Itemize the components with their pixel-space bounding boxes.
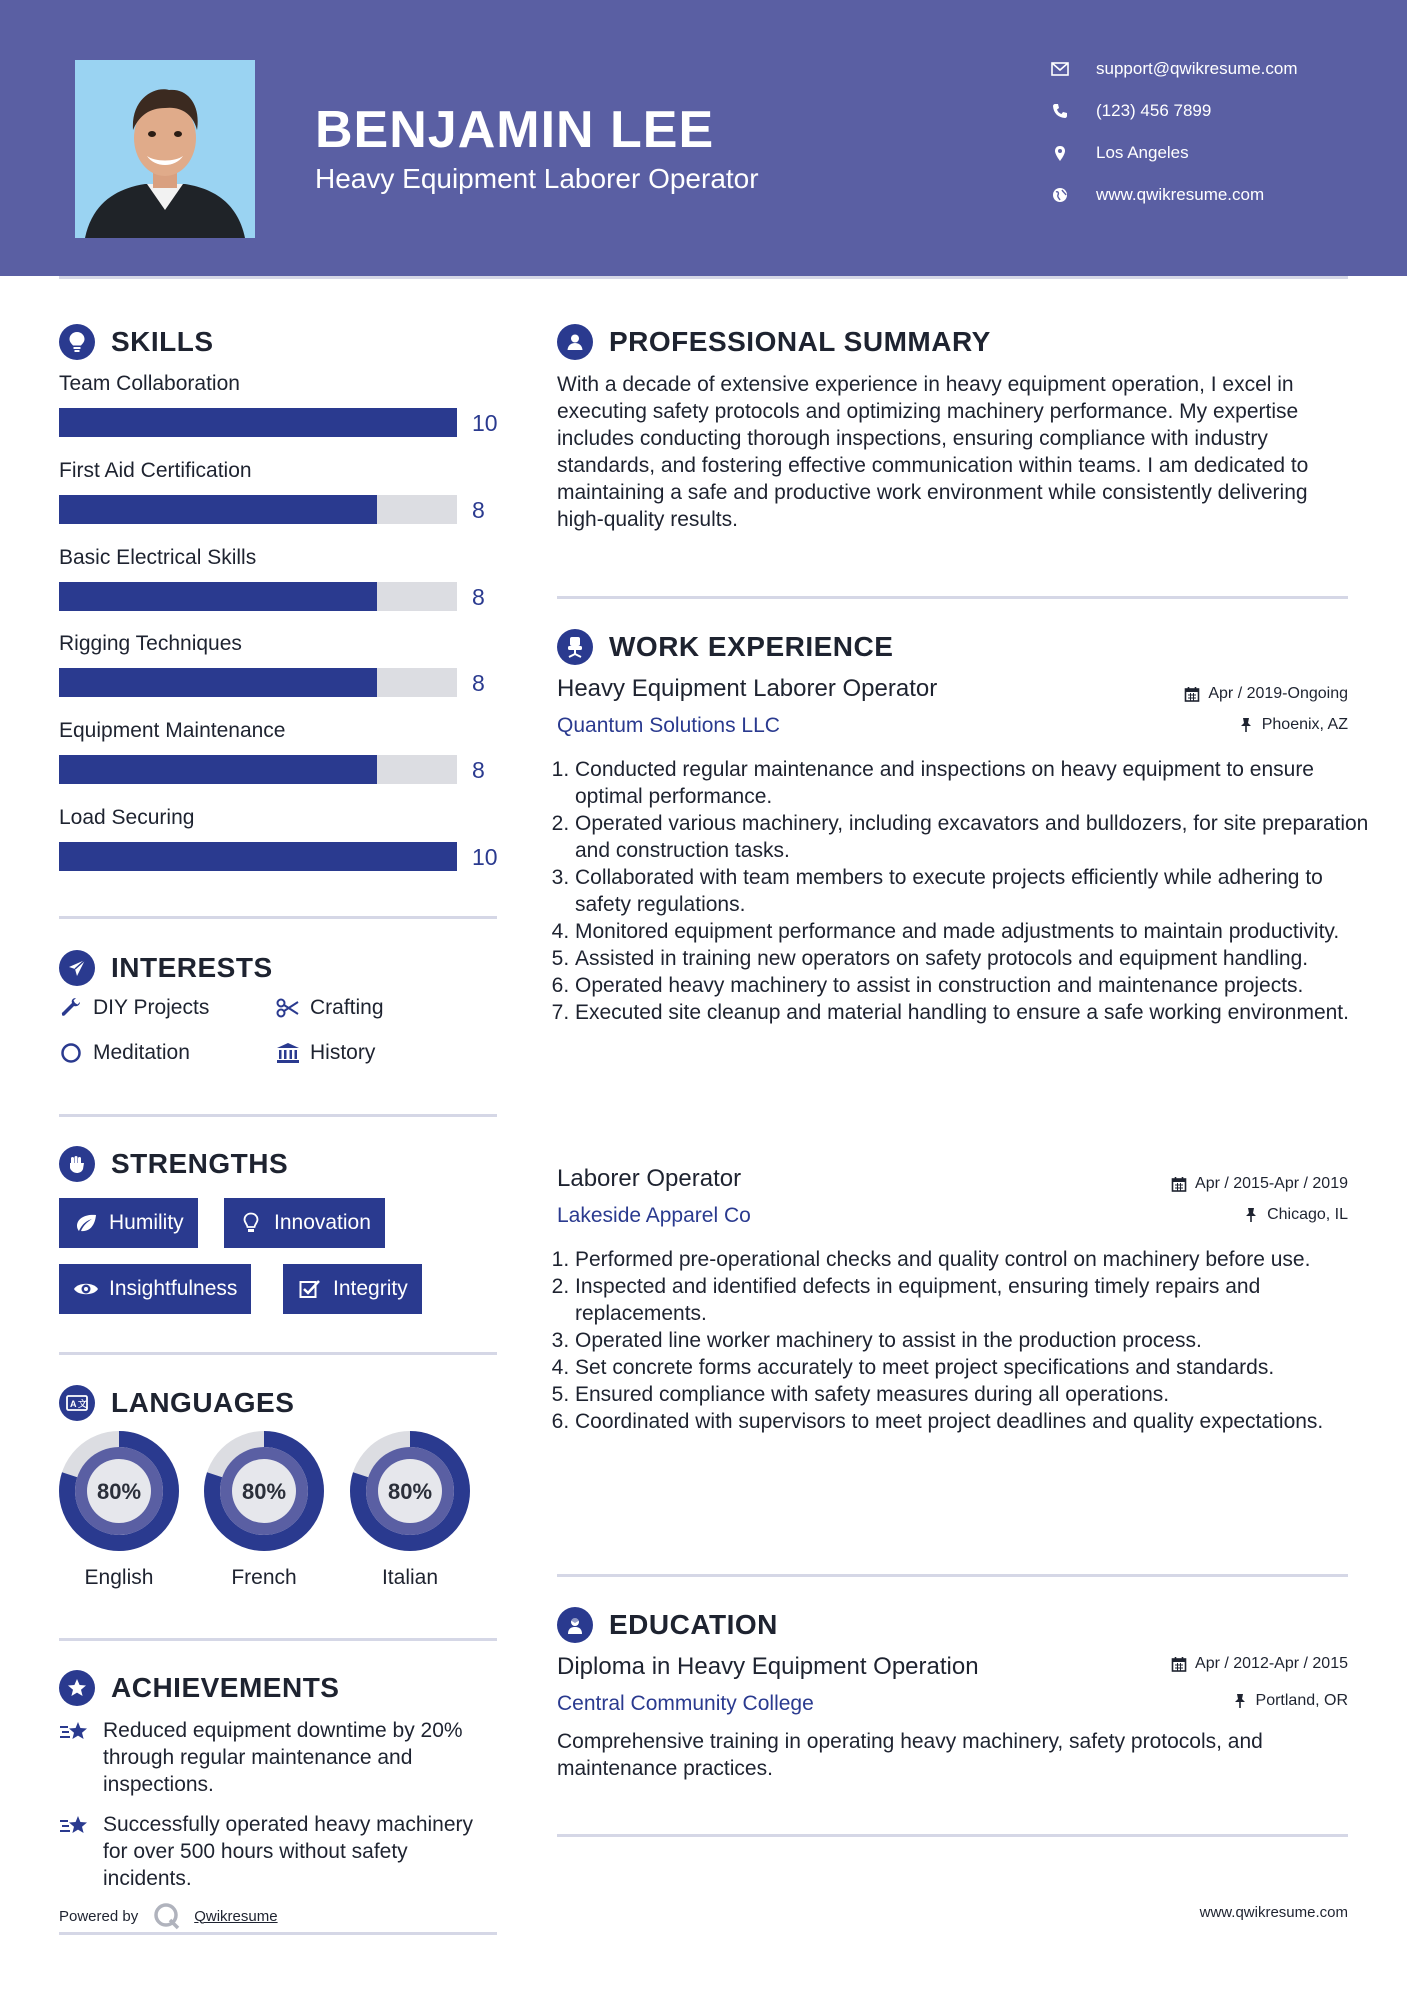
envelope-icon <box>1050 59 1070 79</box>
education-heading <box>557 1607 778 1643</box>
job-location-text: Phoenix, AZ <box>1261 716 1348 733</box>
skill-value: 8 <box>472 497 485 523</box>
profile-photo <box>75 60 255 238</box>
section-divider <box>59 1352 497 1355</box>
responsibility-item: 6. Coordinated with supervisors to meet project deadlines and quality expectations. <box>575 1408 1375 1435</box>
calendar-icon <box>1170 1175 1188 1193</box>
eye-icon <box>73 1278 99 1300</box>
qwikresume-logo-icon <box>152 1901 182 1931</box>
section-divider <box>59 1114 497 1117</box>
strength-chip <box>283 1264 422 1314</box>
museum-icon <box>276 1041 300 1065</box>
strength-chip <box>59 1264 251 1314</box>
experience-heading-text: WORK EXPERIENCE <box>609 631 894 662</box>
wrench-icon <box>59 996 83 1020</box>
language-name: French <box>231 1566 297 1589</box>
language-gauge <box>204 1431 324 1551</box>
language-gauge <box>59 1431 179 1551</box>
user-icon <box>557 324 593 360</box>
skill-bar-track <box>59 582 457 611</box>
achievement-text: Reduced equipment downtime by 20% through regular maintenance and inspections. <box>103 1719 463 1796</box>
language-gauge <box>350 1431 470 1551</box>
interests-heading <box>59 950 273 986</box>
skills-heading <box>59 324 214 360</box>
map-pin-icon <box>1050 143 1070 163</box>
summary-text: With a decade of extensive experience in heavy equipment operation, I excel in executing safety protocols and optimizing machinery performance. My expertise includes conducting thorough inspections, ensuring compliance with industry standards, and fostering effective communication within teams. I am dedicated to maintaining a safe and productive work environment while consistently delivering high-quality results. <box>557 373 1309 531</box>
circle-icon <box>59 1041 83 1065</box>
responsibility-item: 4. Monitored equipment performance and made adjustments to maintain productivity. <box>575 918 1375 945</box>
interest-label: Meditation <box>93 1041 190 1064</box>
languages-heading <box>59 1385 294 1421</box>
achievements-heading-text: ACHIEVEMENTS <box>111 1672 340 1703</box>
svg-text:文: 文 <box>78 1399 88 1409</box>
summary-heading-text: PROFESSIONAL SUMMARY <box>609 326 991 357</box>
skill-bar-fill <box>59 668 377 697</box>
pushpin-icon <box>1242 1206 1260 1224</box>
section-divider <box>557 1834 1348 1837</box>
experience-heading <box>557 629 893 665</box>
skill-label: Team Collaboration <box>59 372 240 395</box>
interest-label: DIY Projects <box>93 996 210 1019</box>
qwikresume-link[interactable]: Qwikresume <box>194 1907 278 1925</box>
language-name: Italian <box>381 1566 439 1589</box>
svg-text:A: A <box>70 1399 77 1409</box>
responsibility-item: 2. Inspected and identified defects in equipment, ensuring timely repairs and replacements. <box>575 1273 1375 1327</box>
responsibility-item: 5. Ensured compliance with safety measures during all operations. <box>575 1381 1375 1408</box>
header-divider <box>59 276 1348 279</box>
candidate-name: BENJAMIN LEE <box>315 101 715 159</box>
education-date <box>1170 1655 1348 1673</box>
strength-chip <box>59 1198 198 1248</box>
paper-plane-icon <box>59 950 95 986</box>
strength-label: Innovation <box>274 1211 371 1234</box>
interest-item <box>59 996 209 1020</box>
interest-item <box>59 1041 190 1065</box>
calendar-icon <box>1170 1655 1188 1673</box>
skill-bar-fill <box>59 842 457 871</box>
skill-bar-fill <box>59 582 377 611</box>
skill-value: 8 <box>472 670 485 696</box>
skill-bar-track <box>59 842 457 871</box>
section-divider <box>59 1638 497 1641</box>
skill-value: 10 <box>472 844 498 870</box>
pushpin-icon <box>1231 1692 1249 1710</box>
strength-label: Humility <box>109 1211 184 1234</box>
skill-bar-fill <box>59 408 457 437</box>
job-responsibilities <box>550 1246 1375 1435</box>
education-description: Comprehensive training in operating heavy machinery, safety protocols, and maintenance practices. <box>557 1730 1263 1780</box>
interest-label: History <box>310 1041 376 1064</box>
calendar-icon <box>1183 685 1201 703</box>
skill-label: Rigging Techniques <box>59 632 242 655</box>
education-location-text: Portland, OR <box>1255 1692 1348 1709</box>
skill-value: 8 <box>472 584 485 610</box>
skills-heading-text: SKILLS <box>111 326 214 357</box>
interest-label: Crafting <box>310 996 384 1019</box>
interest-item <box>276 996 384 1020</box>
responsibility-item: 1. Performed pre-operational checks and quality control on machinery before use. <box>575 1246 1375 1273</box>
lightbulb-icon <box>238 1212 264 1234</box>
responsibility-item: 4. Set concrete forms accurately to meet project specifications and standards. <box>575 1354 1375 1381</box>
pushpin-icon <box>1237 716 1255 734</box>
star-badge-icon <box>59 1670 95 1706</box>
skill-label: Equipment Maintenance <box>59 719 286 742</box>
contact-website[interactable] <box>1050 180 1380 210</box>
job-company: Lakeside Apparel Co <box>557 1204 751 1227</box>
strengths-heading-text: STRENGTHS <box>111 1148 289 1179</box>
language-percent: 80% <box>387 1479 433 1504</box>
degree-title: Diploma in Heavy Equipment Operation <box>557 1653 979 1680</box>
skill-bar-track <box>59 755 457 784</box>
responsibility-item: 3. Collaborated with team members to execute projects efficiently while adhering to safety regulations. <box>575 864 1375 918</box>
section-divider <box>557 596 1348 599</box>
contact-email-text[interactable]: support@qwikresume.com <box>1096 59 1298 78</box>
education-date-text: Apr / 2012-Apr / 2015 <box>1195 1655 1348 1672</box>
powered-by-label: Powered by <box>59 1907 139 1925</box>
strength-label: Insightfulness <box>109 1277 238 1300</box>
job-location <box>1237 716 1348 734</box>
skill-label: Basic Electrical Skills <box>59 546 257 569</box>
strength-chip <box>224 1198 385 1248</box>
contact-phone-text[interactable]: (123) 456 7899 <box>1096 101 1212 120</box>
language-percent: 80% <box>96 1479 142 1504</box>
skill-value: 8 <box>472 757 485 783</box>
education-location <box>1231 1692 1348 1710</box>
graduate-icon <box>557 1607 593 1643</box>
responsibility-item: 3. Operated line worker machinery to assist in the production process. <box>575 1327 1375 1354</box>
interest-item <box>276 1041 375 1065</box>
achievement-item <box>59 1717 499 1798</box>
powered-by <box>59 1901 278 1931</box>
fist-icon <box>59 1146 95 1182</box>
shooting-star-icon <box>59 1717 91 1798</box>
shooting-star-icon <box>59 1811 91 1892</box>
responsibility-item: 7. Executed site cleanup and material handling to ensure a safe working environment. <box>575 999 1375 1026</box>
job-title: Laborer Operator <box>557 1165 742 1192</box>
contact-website-text[interactable]: www.qwikresume.com <box>1096 185 1265 204</box>
skill-label: First Aid Certification <box>59 459 252 482</box>
contact-location <box>1050 138 1380 168</box>
office-chair-icon <box>557 629 593 665</box>
skill-bar-fill <box>59 755 377 784</box>
strength-label: Integrity <box>333 1277 408 1300</box>
skill-bar-fill <box>59 495 377 524</box>
job-responsibilities <box>550 756 1375 1026</box>
responsibility-item: 1. Conducted regular maintenance and inspections on heavy equipment to ensure optimal performance. <box>575 756 1375 810</box>
footer-divider <box>59 1932 497 1935</box>
job-location-text: Chicago, IL <box>1267 1206 1348 1223</box>
school-name: Central Community College <box>557 1692 814 1715</box>
strengths-heading <box>59 1146 288 1182</box>
candidate-title: Heavy Equipment Laborer Operator <box>315 163 759 194</box>
scissors-icon <box>276 996 300 1020</box>
skill-label: Load Securing <box>59 806 195 829</box>
contact-location-text: Los Angeles <box>1096 143 1189 162</box>
skill-value: 10 <box>472 410 498 436</box>
job-title: Heavy Equipment Laborer Operator <box>557 675 938 702</box>
summary-heading <box>557 324 991 360</box>
section-divider <box>557 1574 1348 1577</box>
leaf-icon <box>73 1212 99 1234</box>
achievements-heading <box>59 1670 339 1706</box>
job-company: Quantum Solutions LLC <box>557 714 780 737</box>
responsibility-item: 6. Operated heavy machinery to assist in construction and maintenance projects. <box>575 972 1375 999</box>
languages-heading-text: LANGUAGES <box>111 1387 295 1418</box>
skill-bar-track <box>59 408 457 437</box>
contact-email[interactable] <box>1050 54 1380 84</box>
job-date <box>1183 685 1348 703</box>
language-icon <box>59 1385 95 1421</box>
responsibility-item: 5. Assisted in training new operators on safety protocols and equipment handling. <box>575 945 1375 972</box>
language-name: English <box>84 1566 154 1589</box>
section-divider <box>59 916 497 919</box>
lightbulb-icon <box>59 324 95 360</box>
skill-bar-track <box>59 495 457 524</box>
achievement-item <box>59 1811 499 1892</box>
language-percent: 80% <box>241 1479 287 1504</box>
education-heading-text: EDUCATION <box>609 1609 778 1640</box>
job-location <box>1242 1206 1348 1224</box>
phone-icon <box>1050 101 1070 121</box>
check-square-icon <box>297 1278 323 1300</box>
achievement-text: Successfully operated heavy machinery for over 500 hours without safety incidents. <box>103 1813 474 1890</box>
responsibility-item: 2. Operated various machinery, including excavators and bulldozers, for site preparation and construction tasks. <box>575 810 1375 864</box>
job-date-text: Apr / 2015-Apr / 2019 <box>1195 1175 1348 1192</box>
job-date <box>1170 1175 1348 1193</box>
job-date-text: Apr / 2019-Ongoing <box>1208 685 1348 702</box>
skill-bar-track <box>59 668 457 697</box>
interests-heading-text: INTERESTS <box>111 952 273 983</box>
footer-website[interactable]: www.qwikresume.com <box>1199 1904 1348 1921</box>
globe-icon <box>1050 185 1070 205</box>
contact-phone[interactable] <box>1050 96 1380 126</box>
